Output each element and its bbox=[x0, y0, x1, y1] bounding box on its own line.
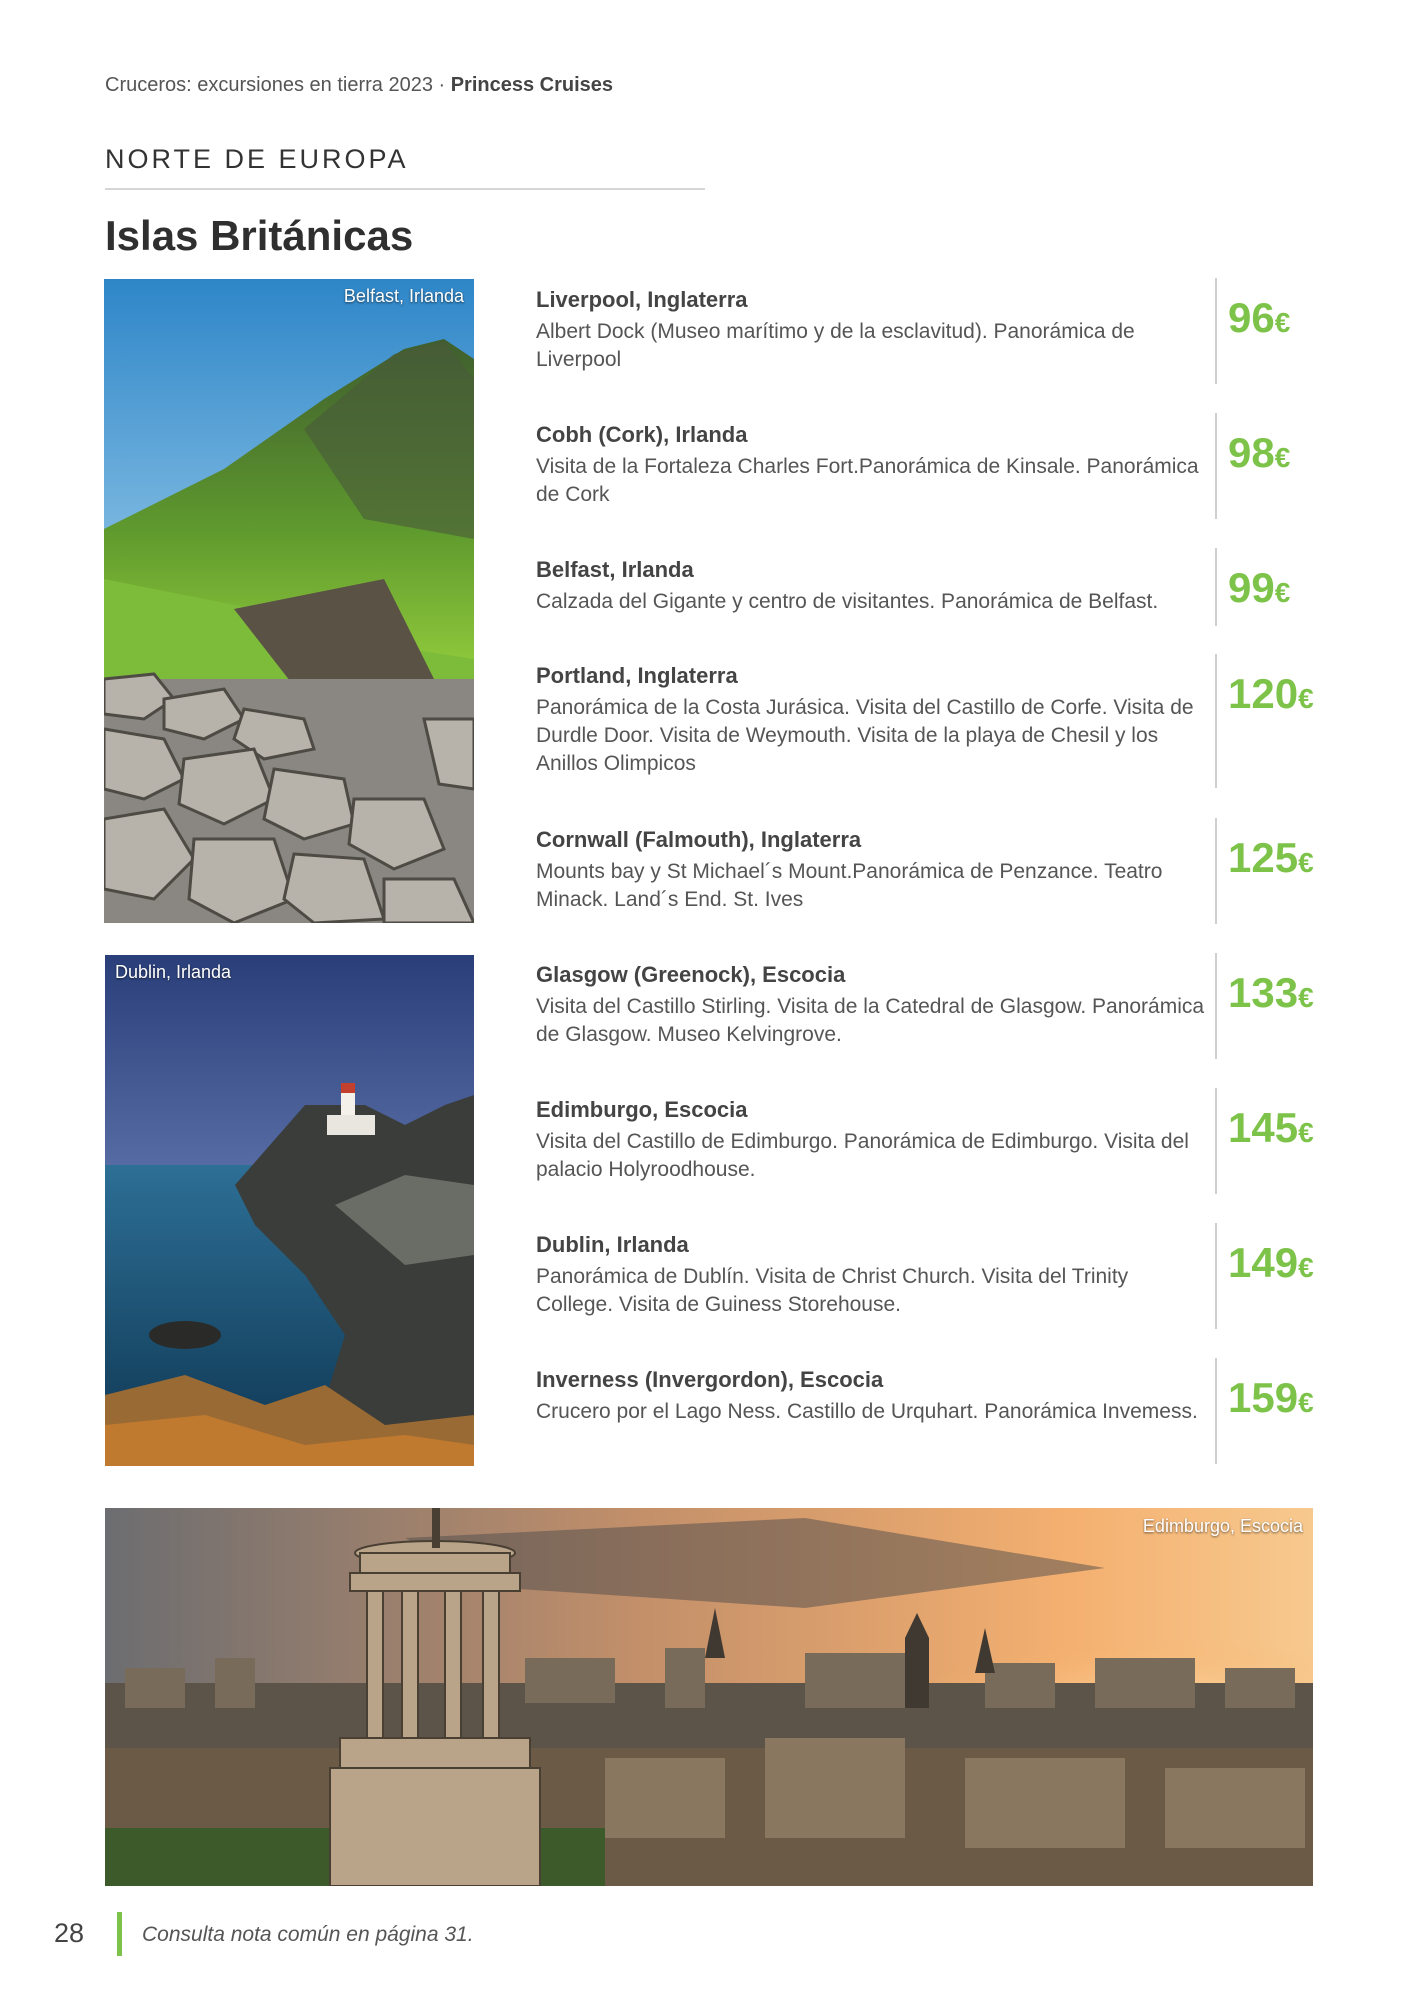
section-divider bbox=[105, 188, 705, 190]
excursion-description: Panorámica de Dublín. Visita de Christ Church. Visita del Trinity College. Visita de Guiness Storehouse. bbox=[536, 1265, 1129, 1316]
excursion-place: Dublin, Irlanda bbox=[536, 1232, 689, 1257]
excursion-portland bbox=[536, 662, 1206, 778]
price-divider bbox=[1215, 953, 1217, 1059]
excursion-price bbox=[1228, 670, 1314, 718]
excursion-inverness bbox=[536, 1366, 1206, 1426]
excursion-description: Panorámica de la Costa Jurásica. Visita del Castillo de Corfe. Visita de Durdle Door. Visita de Weymouth. Visita de la playa de Chesil y los Anillos Olimpicos bbox=[536, 696, 1194, 775]
price-value: 99 bbox=[1228, 564, 1275, 611]
price-value: 125 bbox=[1228, 834, 1299, 881]
price-value: 96 bbox=[1228, 294, 1275, 341]
price-currency: € bbox=[1274, 577, 1291, 608]
excursion-price bbox=[1228, 834, 1314, 882]
price-currency: € bbox=[1274, 442, 1291, 473]
price-value: 98 bbox=[1228, 429, 1275, 476]
price-divider bbox=[1215, 413, 1217, 519]
price-divider bbox=[1215, 548, 1217, 626]
excursion-edimburgo bbox=[536, 1096, 1206, 1184]
excursion-price bbox=[1228, 1104, 1314, 1152]
price-divider bbox=[1215, 818, 1217, 924]
price-value: 133 bbox=[1228, 969, 1299, 1016]
excursion-cobh bbox=[536, 421, 1206, 509]
price-divider bbox=[1215, 1088, 1217, 1194]
excursion-place: Cornwall (Falmouth), Inglaterra bbox=[536, 827, 862, 852]
price-currency: € bbox=[1298, 1117, 1314, 1148]
excursion-description: Calzada del Gigante y centro de visitantes. Panorámica de Belfast. bbox=[536, 590, 1159, 613]
excursion-dublin bbox=[536, 1231, 1206, 1319]
price-currency: € bbox=[1298, 1387, 1314, 1418]
price-currency: € bbox=[1274, 307, 1291, 338]
price-value: 149 bbox=[1228, 1239, 1299, 1286]
excursion-place: Cobh (Cork), Irlanda bbox=[536, 422, 748, 447]
price-divider bbox=[1215, 1223, 1217, 1329]
price-currency: € bbox=[1298, 1252, 1314, 1283]
excursion-description: Albert Dock (Museo marítimo y de la esclavitud). Panorámica de Liverpool bbox=[536, 320, 1135, 371]
belfast-caption: Belfast, Irlanda bbox=[343, 286, 464, 306]
brand-name: Princess Cruises bbox=[450, 74, 614, 96]
excursion-description: Visita de la Fortaleza Charles Fort.Panorámica de Kinsale. Panorámica de Cork bbox=[536, 455, 1199, 506]
excursion-price bbox=[1228, 1239, 1314, 1287]
edinburgh-caption: Edimburgo, Escocia bbox=[1142, 1516, 1303, 1536]
excursion-description: Mounts bay y St Michael´s Mount.Panorámica de Penzance. Teatro Minack. Land´s End. St. Ives bbox=[536, 860, 1163, 911]
footer-accent-bar bbox=[117, 1912, 122, 1956]
excursion-description: Visita del Castillo de Edimburgo. Panorámica de Edimburgo. Visita del palacio Holyroodhouse. bbox=[536, 1130, 1189, 1181]
publication-subtitle: Cruceros: excursiones en tierra 2023 · bbox=[105, 74, 451, 96]
price-divider bbox=[1215, 278, 1217, 384]
edinburgh-photo bbox=[105, 1508, 1313, 1886]
excursion-place: Inverness (Invergordon), Escocia bbox=[536, 1367, 884, 1392]
price-value: 159 bbox=[1228, 1374, 1299, 1421]
excursion-place: Glasgow (Greenock), Escocia bbox=[536, 962, 846, 987]
publication-header bbox=[105, 74, 613, 97]
price-divider bbox=[1215, 654, 1217, 788]
page-title: Islas Británicas bbox=[105, 212, 414, 259]
section-heading: NORTE DE EUROPA bbox=[105, 144, 409, 174]
excursion-place: Portland, Inglaterra bbox=[536, 663, 738, 688]
price-currency: € bbox=[1298, 982, 1314, 1013]
excursion-price bbox=[1228, 294, 1290, 342]
excursion-price bbox=[1228, 969, 1314, 1017]
excursion-belfast bbox=[536, 556, 1206, 616]
excursion-price bbox=[1228, 564, 1290, 612]
page-number: 28 bbox=[54, 1918, 85, 1948]
price-currency: € bbox=[1298, 847, 1314, 878]
excursion-cornwall bbox=[536, 826, 1206, 914]
footer-note: Consulta nota común en página 31. bbox=[142, 1923, 474, 1946]
belfast-photo bbox=[104, 279, 474, 923]
excursion-place: Edimburgo, Escocia bbox=[536, 1097, 748, 1122]
dublin-caption: Dublin, Irlanda bbox=[115, 962, 232, 982]
excursion-glasgow bbox=[536, 961, 1206, 1049]
excursion-description: Visita del Castillo Stirling. Visita de la Catedral de Glasgow. Panorámica de Glasgow. Museo Kelvingrove. bbox=[536, 995, 1205, 1046]
price-divider bbox=[1215, 1358, 1217, 1464]
price-value: 145 bbox=[1228, 1104, 1299, 1151]
excursion-price bbox=[1228, 429, 1290, 477]
price-value: 120 bbox=[1228, 670, 1299, 717]
price-currency: € bbox=[1298, 683, 1314, 714]
dublin-photo bbox=[105, 955, 474, 1466]
excursion-description: Crucero por el Lago Ness. Castillo de Urquhart. Panorámica Invemess. bbox=[536, 1400, 1198, 1423]
excursion-place: Liverpool, Inglaterra bbox=[536, 287, 748, 312]
excursion-price bbox=[1228, 1374, 1314, 1422]
excursion-liverpool bbox=[536, 286, 1206, 374]
excursion-place: Belfast, Irlanda bbox=[536, 557, 694, 582]
